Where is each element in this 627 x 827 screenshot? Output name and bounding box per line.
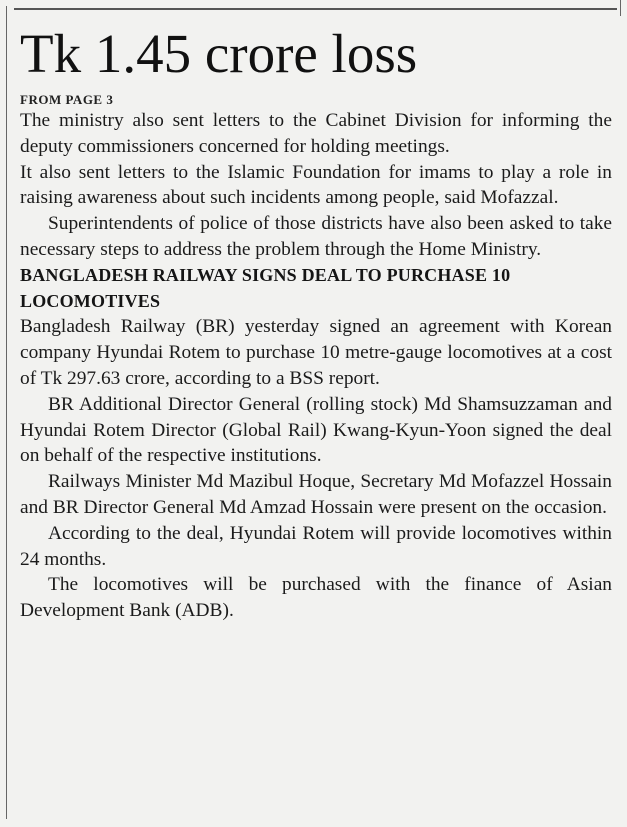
paragraph-signatories: BR Additional Director General (rolling stock) Md Shamsuzzaman and Hyundai Rotem Director (Global Rail) Kwang-Kyun-Yoon signed the deal on behalf of the respective institutions. <box>20 393 612 467</box>
jump-line: FROM PAGE 3 <box>20 92 114 107</box>
paragraph-agreement: Bangladesh Railway (BR) yesterday signed an agreement with Korean company Hyundai Rotem to purchase 10 metre-gauge locomotives at a cost of Tk 297.63 crore, according to a BSS report. <box>20 316 612 389</box>
paragraph-cabinet-division: The ministry also sent letters to the Cabinet Division for informing the deputy commissioners concerned for holding meetings. <box>20 110 612 157</box>
paragraph-attendees: Railways Minister Md Mazibul Hoque, Secretary Md Mofazzel Hossain and BR Director General Md Amzad Hossain were present on the occasion. <box>20 471 612 518</box>
news-article <box>20 22 612 624</box>
paragraph-superintendents: Superintendents of police of those districts have also been asked to take necessary steps to address the problem through the Home Ministry. <box>20 213 612 260</box>
top-column-rule <box>14 8 617 10</box>
paragraph-delivery: According to the deal, Hyundai Rotem will provide locomotives within 24 months. <box>20 522 612 570</box>
paragraph-islamic-foundation: It also sent letters to the Islamic Foundation for imams to play a role in raising awareness about such incidents among people, said Mofazzal. <box>20 161 612 209</box>
paragraph-financing: The locomotives will be purchased with the finance of Asian Development Bank (ADB). <box>20 574 612 622</box>
headline: Tk 1.45 crore loss <box>20 23 418 84</box>
right-column-rule <box>620 0 621 16</box>
subhead-railway-deal: BANGLADESH RAILWAY SIGNS DEAL TO PURCHASE 10 LOCOMOTIVES <box>20 264 511 311</box>
left-column-rule <box>6 6 7 819</box>
